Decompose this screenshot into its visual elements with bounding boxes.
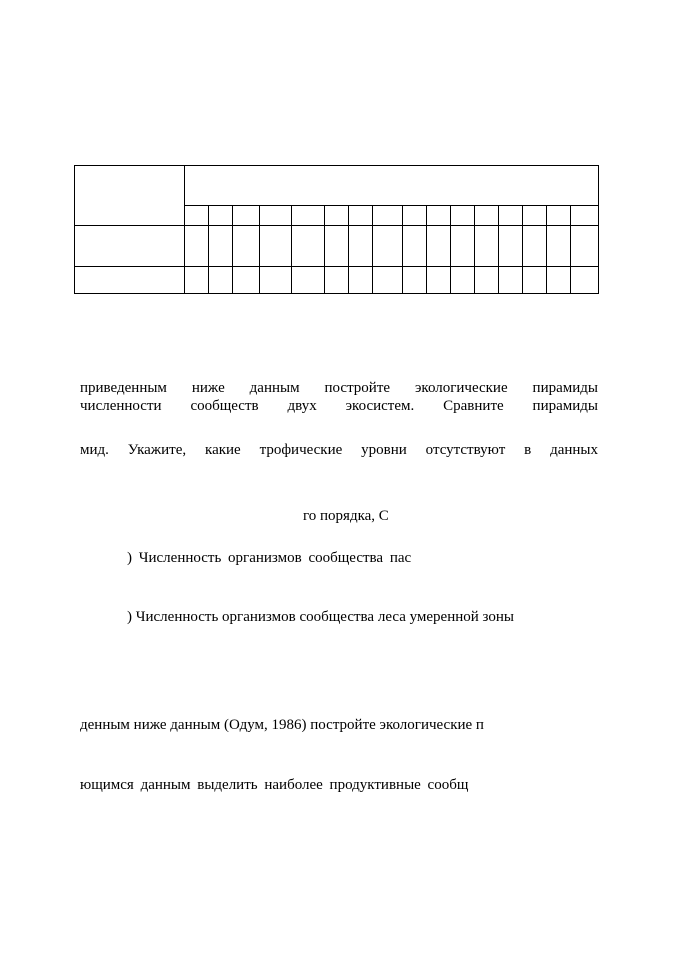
table-cell: [499, 206, 523, 226]
table-cell: [547, 267, 571, 294]
table-header-row: [75, 166, 599, 206]
table-cell: [325, 206, 349, 226]
paragraph-line-4: денным ниже данным (Одум, 1986) постройте экологические п: [80, 717, 484, 733]
table-cell: [233, 267, 260, 294]
table-cell: [571, 267, 599, 294]
table-cell: [260, 206, 292, 226]
table-row: [75, 226, 599, 267]
table-cell: [185, 206, 209, 226]
table-cell: [451, 206, 475, 226]
table-cell: [292, 226, 325, 267]
table-cell: [571, 206, 599, 226]
table-cell: [185, 226, 209, 267]
table-cell: [571, 226, 599, 267]
table-cell: [349, 226, 373, 267]
table-cell: [292, 206, 325, 226]
table-cell: [523, 226, 547, 267]
table-cell: [292, 267, 325, 294]
table-cell: [427, 206, 451, 226]
order-label-line: го порядка, С: [303, 508, 389, 524]
table-cell: [373, 267, 403, 294]
table-label-cell: [75, 226, 185, 267]
table-corner-cell: [75, 166, 185, 226]
table-cell: [403, 267, 427, 294]
table-cell: [209, 226, 233, 267]
table-cell: [547, 206, 571, 226]
table-label-cell: [75, 267, 185, 294]
table-cell: [499, 226, 523, 267]
table-cell: [209, 206, 233, 226]
table-row: [75, 267, 599, 294]
list-item-a: ) Численность организмов сообщества пас: [127, 550, 412, 566]
paragraph-line-2: численности сообществ двух экосистем. Сравните пирамиды: [80, 398, 598, 414]
empty-data-table: [74, 165, 599, 294]
table-cell: [325, 267, 349, 294]
table-cell: [427, 226, 451, 267]
table-cell: [475, 267, 499, 294]
table-cell: [403, 226, 427, 267]
paragraph-line-1: приведенным ниже данным постройте экологические пирамиды: [80, 380, 598, 396]
table-cell: [451, 226, 475, 267]
table-cell: [523, 267, 547, 294]
table-cell: [475, 206, 499, 226]
table-cell: [427, 267, 451, 294]
table-cell: [233, 226, 260, 267]
table-cell: [260, 226, 292, 267]
table-cell: [373, 226, 403, 267]
table-cell: [185, 267, 209, 294]
table-cell: [547, 226, 571, 267]
paragraph-line-5: ющимся данным выделить наиболее продуктивные сообщ: [80, 777, 469, 793]
table-cell: [499, 267, 523, 294]
paragraph-line-3: мид. Укажите, какие трофические уровни отсутствуют в данных: [80, 442, 598, 458]
table-cell: [233, 206, 260, 226]
table-cell: [349, 206, 373, 226]
table-cell: [403, 206, 427, 226]
table-merged-header-cell: [185, 166, 599, 206]
table-cell: [209, 267, 233, 294]
table-cell: [523, 206, 547, 226]
list-item-b: ) Численность организмов сообщества леса умеренной зоны: [127, 609, 514, 625]
table-cell: [325, 226, 349, 267]
table-cell: [373, 206, 403, 226]
table-cell: [451, 267, 475, 294]
table-cell: [260, 267, 292, 294]
table-cell: [475, 226, 499, 267]
table-cell: [349, 267, 373, 294]
